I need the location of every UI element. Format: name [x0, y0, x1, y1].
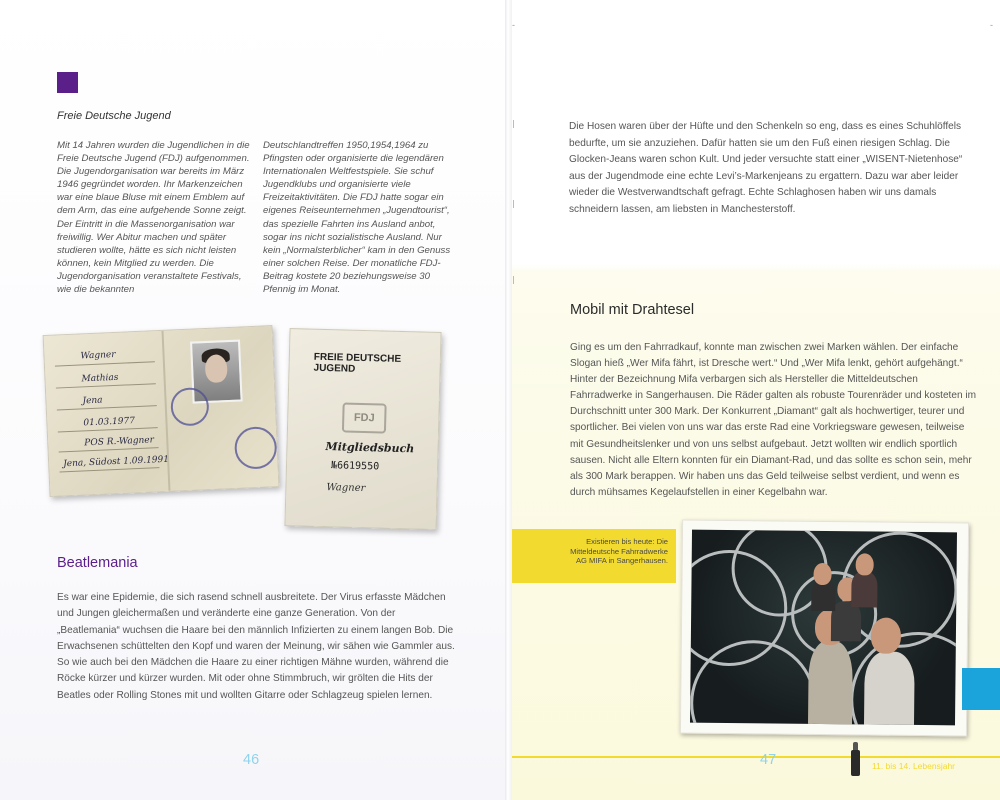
membership-book-label: Mitgliedsbuch: [325, 440, 415, 456]
stamp-icon: [170, 387, 210, 427]
id-school: POS R.-Wagner: [84, 435, 155, 449]
photo-caption: Existieren bis heute: Die Mitteldeutsche Fahrradwerke AG MIFA in Sangerhausen.: [570, 537, 668, 566]
sidebar-column-1: Mit 14 Jahren wurden die Jugendlichen in die Freie Deutsche Jugend (FDJ) aufgenommen. Die Jugendorganisation war bereits im März 1946 gegründet worden. Ihr Markenzeichen war eine blaue Bluse mit einem Emblem auf dem Arm, das eine aufgehende Sonne zeigt. Der Eintritt in die Massenorganisation war freiwillig. Wer Abitur machen und später studieren wollte, hätte es sich nicht leisten können, kein Mitglied zu werden. Die Jugendorganisation veranstaltete Festivals, wie die bekannten: [57, 140, 250, 296]
mobil-text: Ging es um den Fahrradkauf, konnte man zwischen zwei Marken wählen. Der einfache Slogan hieß „Wer Mifa fährt, ist Dresche wert.“ Und „Wer Mifa lenkt, gehört aufgehängt.“ Hinter der Bezeichnung Mifa verbargen sich als Hersteller die Mitteldeutschen Fahrradwerke in Sangerhausen. Die Räder galten als robuste Tourenräder und kosteten im Durchschnitt unter 300 Mark. Der Konkurrent „Diamant“ galt als hochwertiger, teurer und sportlicher. Bei vielen von uns war das erste Rad eine Vorkriegsware gewesen, teilweise mit Gesundheitslenker und von uns selbst aufgebaut. Jetzt wollten wir endlich sportlich sausen. Nicht alle Eltern konnten für ein Diamant-Rad, und das sollte es schon sein, mehr als 300 Mark berappen. Wir haben uns das Geld teilweise selbst verdient, und wenn es durch mühsames Kegelaufstellen in einer Kegelbahn war.: [570, 342, 977, 498]
sidebar-title: Freie Deutsche Jugend: [57, 110, 171, 122]
fdj-membership-book: [284, 328, 441, 530]
chapter-tab: [962, 668, 1000, 710]
fdj-id-document: [43, 325, 280, 497]
footer-rule: [512, 756, 1000, 758]
id-firstname: Mathias: [81, 372, 119, 385]
photo-caption-box: [512, 529, 676, 583]
section-heading-mobil: Mobil mit Drahtesel: [570, 302, 695, 318]
id-date: Jena, Südost 1.09.1991: [63, 454, 170, 470]
margin-mark: [513, 120, 514, 128]
bicycle-workers-photo: [680, 520, 969, 737]
section-marker-square: [57, 72, 78, 93]
margin-mark-2: [513, 200, 514, 208]
beatlemania-text: Es war eine Epidemie, die sich rasend schnell ausbreitete. Der Virus erfasste Mädchen und Jungen gleichermaßen und veränderte eine ganze Generation. Von der „Beatlemania“ wuchsen die Haare bei den männlich Infizierten zu einem langen Bob. Die Erwachsenen schüttelten den Kopf und waren der Meinung, wir sähen wie Gammler aus. So wie auch bei den Mädchen die Haare zu einer richtigen Mähne wurden, während die Röcke kürzer und kürzer wurden. Mit oder ohne Stimmbruch, wir grölten die Hits der Beatles oder Rolling Stones mit und wollten Gitarre oder Schlagzeug spielen lernen.: [57, 592, 455, 701]
id-name: Wagner: [80, 349, 116, 362]
crop-mark-2: -: [990, 20, 993, 30]
membership-signature: Wagner: [326, 482, 366, 495]
stamp-icon-2: [234, 426, 278, 470]
bottle-icon: [848, 742, 862, 776]
jeans-intro-text: Die Hosen waren über der Hüfte und den Schenkeln so eng, dass es eines Schuhlöffels bedurfte, um sie anzuziehen. Dafür hatten sie um den Fuß einen riesigen Schlag. Die Glocken-Jeans waren schon Kult. Und jeder versuchte statt einer „WISENT-Nietenhose“ aus der Jugendmode eine echte Levi’s-Markenjeans zu ergattern. Dazu war aber leider wieder die Westverwandtschaft gefragt. Echte Schlaghosen haben wir uns damals schneidern lassen, am liebsten in Manchesterstoff.: [569, 121, 963, 215]
margin-mark-3: [513, 276, 514, 284]
membership-number: №6619550: [330, 460, 380, 473]
id-place: Jena: [82, 395, 103, 407]
fdj-emblem-icon: FDJ: [342, 402, 387, 433]
sidebar-column-2: Deutschlandtreffen 1950,1954,1964 zu Pfingsten oder organisierte die legendären Internationalen Weltfestspiele. Sie schuf Jugendklubs und organisierte viele Freizeitaktivitäten. Die FDJ hatte sogar ein eigenes Reiseunternehmen „Jugendtourist“, das spezielle Fahrten ins Ausland anbot, sogar ins nicht sozialistische Ausland. Nur kein „Normalsterblicher“ kam in den Genuss einer solchen Reise. Der monatliche FDJ-Beitrag kostete 20 beziehungsweise 30 Pfennig im Monat.: [263, 140, 451, 296]
page-number-left: 46: [243, 752, 260, 768]
id-born: 01.03.1977: [83, 416, 136, 429]
book-gutter: [505, 0, 512, 800]
chapter-label: 11. bis 14. Lebensjahr: [872, 761, 956, 771]
crop-mark: -: [512, 20, 515, 30]
membership-title: FREIE DEUTSCHE JUGEND: [313, 351, 402, 375]
section-heading-beatlemania: Beatlemania: [57, 555, 138, 571]
page-number-right: 47: [760, 752, 777, 768]
